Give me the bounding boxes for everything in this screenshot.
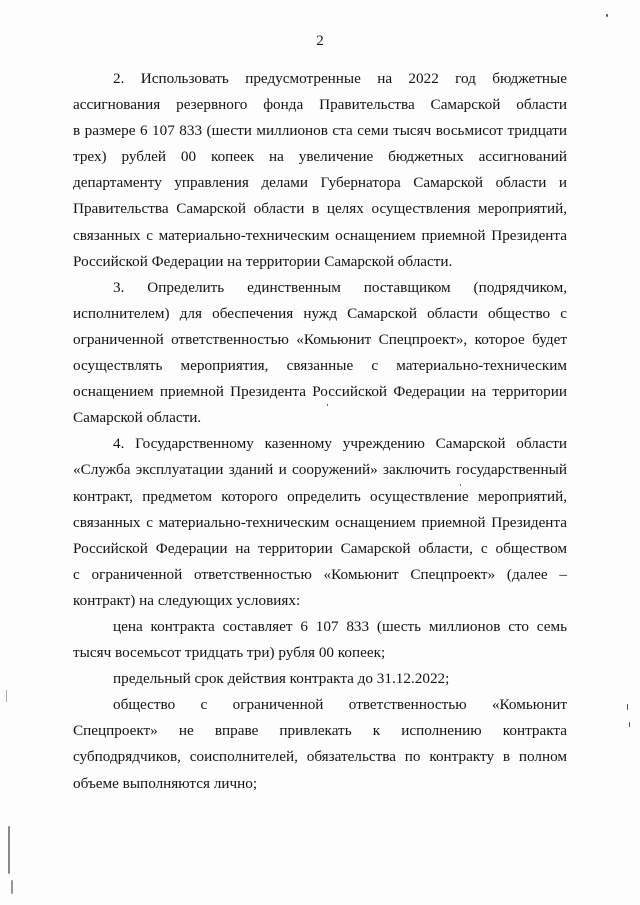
text-line: цена контракта составляет 6 107 833 (шесть миллионов сто семь [113,617,567,635]
scan-mark [11,880,13,894]
scan-mark [8,826,10,874]
text-line: 4. Государственному казенному учреждению Самарской области [113,435,567,453]
text-line: департаменту управления делами Губернатора Самарской области и [73,174,567,192]
text-line: ассигнования резервного фонда Правительства Самарской области [73,96,567,114]
text-line: в размере 6 107 833 (шести миллионов ста семи тысяч восьмисот тридцати [73,122,567,140]
scan-mark [327,404,328,406]
scan-mark [606,14,608,17]
text-line: 2. Использовать предусмотренные на 2022 год бюджетные [113,70,567,87]
text-line: Российской Федерации на территории Самарской области, с обществом [73,539,567,557]
text-line: тысяч восемьсот тридцать три) рубля 00 копеек; [73,644,386,662]
scan-mark [6,690,7,702]
document-body [73,66,567,797]
text-line: предельный срок действия контракта до 31.12.2022; [113,670,450,688]
text-line: ограниченной ответственностью «Комьюнит Спецпроект», которое будет [73,330,567,348]
text-line: контракт, предметом которого определить осуществление мероприятий, [73,487,567,505]
scan-mark [627,704,628,710]
scan-mark [460,484,461,486]
text-line: с ограниченной ответственностью «Комьюнит Спецпроект» (далее – [73,565,567,583]
text-line: «Служба эксплуатации зданий и сооружений» заключить государственный [73,461,567,479]
text-line: объеме выполняются лично; [73,774,258,792]
scan-mark [629,722,630,727]
text-line: Правительства Самарской области в целях осуществления мероприятий, [73,200,567,218]
page-number: 2 [316,33,324,49]
text-line: общество с ограниченной ответственностью «Комьюнит [113,696,567,714]
text-line: 3. Определить единственным поставщиком (подрядчиком, [113,278,567,296]
text-line: контракт) на следующих условиях: [73,591,301,609]
text-line: Спецпроект» не вправе привлекать к исполнению контракта [73,722,567,740]
text-line: Российской Федерации на территории Самарской области. [73,252,453,270]
text-line: субподрядчиков, соисполнителей, обязательства по контракту в полном [73,748,567,766]
text-line: трех) рублей 00 копеек на увеличение бюджетных ассигнований [73,148,567,166]
text-line: осуществлять мероприятия, связанные с материально-техническим [73,357,567,375]
text-line: оснащением приемной Президента Российской Федерации на территории [73,383,567,401]
text-line: связанных с материально-техническим оснащением приемной Президента [73,513,567,531]
text-line: исполнителем) для обеспечения нужд Самарской области общество с [73,304,567,322]
text-line: связанных с материально-техническим оснащением приемной Президента [73,226,567,244]
text-line: Самарской области. [73,409,202,427]
